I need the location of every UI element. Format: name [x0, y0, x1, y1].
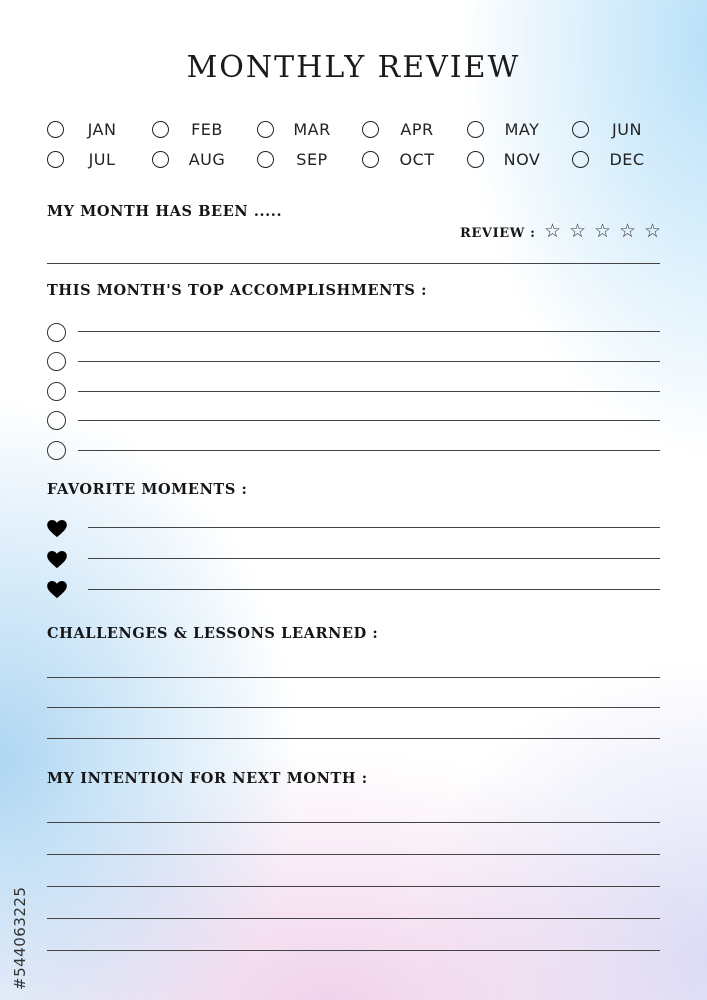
month-option-apr[interactable] [362, 118, 462, 140]
challenges-line[interactable] [47, 677, 660, 678]
month-option-mar[interactable] [257, 118, 357, 140]
month-label: DEC [609, 149, 645, 169]
radio-circle-icon[interactable] [47, 151, 64, 168]
month-label: FEB [191, 119, 223, 139]
month-has-been-heading: MY MONTH HAS BEEN ..... [47, 203, 283, 220]
month-option-jun[interactable] [572, 118, 672, 140]
radio-circle-icon[interactable] [257, 121, 274, 138]
intention-line[interactable] [47, 918, 660, 919]
month-label: AUG [188, 149, 226, 169]
month-label: APR [400, 119, 434, 139]
accomplishment-line[interactable] [78, 361, 660, 362]
month-option-dec[interactable] [572, 148, 672, 170]
radio-circle-icon[interactable] [152, 121, 169, 138]
checkbox-circle-icon[interactable] [47, 441, 66, 460]
month-option-may[interactable] [467, 118, 567, 140]
intention-line[interactable] [47, 950, 660, 951]
month-label: MAR [293, 119, 331, 139]
heart-icon [47, 551, 67, 569]
review-stars[interactable] [540, 222, 665, 241]
radio-circle-icon[interactable] [572, 121, 589, 138]
page-title: MONTHLY REVIEW [186, 50, 521, 85]
radio-circle-icon[interactable] [467, 121, 484, 138]
month-label: SEP [296, 149, 328, 169]
accomplishment-line[interactable] [78, 391, 660, 392]
favorite-moments-heading: FAVORITE MOMENTS : [47, 481, 248, 498]
checkbox-circle-icon[interactable] [47, 411, 66, 430]
month-option-oct[interactable] [362, 148, 462, 170]
challenges-heading: CHALLENGES & LESSONS LEARNED : [47, 625, 379, 642]
star-icon[interactable]: ☆ [568, 220, 587, 242]
month-option-jul[interactable] [47, 148, 147, 170]
month-label: JUL [88, 149, 116, 169]
checkbox-circle-icon[interactable] [47, 352, 66, 371]
favorite-moment-line[interactable] [88, 589, 660, 590]
intention-heading: MY INTENTION FOR NEXT MONTH : [47, 770, 368, 787]
intention-line[interactable] [47, 854, 660, 855]
month-label: OCT [399, 149, 435, 169]
accomplishment-line[interactable] [78, 331, 660, 332]
month-option-jan[interactable] [47, 118, 147, 140]
month-option-nov[interactable] [467, 148, 567, 170]
challenges-line[interactable] [47, 707, 660, 708]
star-icon[interactable]: ☆ [618, 220, 637, 242]
radio-circle-icon[interactable] [362, 121, 379, 138]
stock-id-watermark: #544063225 [11, 886, 29, 990]
month-label: JAN [87, 119, 117, 139]
heart-icon [47, 581, 67, 599]
favorite-moment-line[interactable] [88, 527, 660, 528]
radio-circle-icon[interactable] [257, 151, 274, 168]
month-has-been-line[interactable] [47, 263, 660, 264]
intention-line[interactable] [47, 886, 660, 887]
star-icon[interactable]: ☆ [593, 220, 612, 242]
month-option-sep[interactable] [257, 148, 357, 170]
challenges-line[interactable] [47, 738, 660, 739]
radio-circle-icon[interactable] [467, 151, 484, 168]
review-label: REVIEW : [460, 226, 536, 241]
month-option-aug[interactable] [152, 148, 252, 170]
accomplishment-line[interactable] [78, 420, 660, 421]
star-icon[interactable]: ☆ [543, 220, 562, 242]
month-option-feb[interactable] [152, 118, 252, 140]
accomplishment-line[interactable] [78, 450, 660, 451]
accomplishments-heading: THIS MONTH'S TOP ACCOMPLISHMENTS : [47, 282, 428, 299]
month-label: NOV [503, 149, 541, 169]
radio-circle-icon[interactable] [47, 121, 64, 138]
intention-line[interactable] [47, 822, 660, 823]
radio-circle-icon[interactable] [362, 151, 379, 168]
radio-circle-icon[interactable] [572, 151, 589, 168]
month-label: JUN [612, 119, 642, 139]
favorite-moment-line[interactable] [88, 558, 660, 559]
heart-icon [47, 520, 67, 538]
radio-circle-icon[interactable] [152, 151, 169, 168]
checkbox-circle-icon[interactable] [47, 323, 66, 342]
checkbox-circle-icon[interactable] [47, 382, 66, 401]
month-label: MAY [504, 119, 540, 139]
star-icon[interactable]: ☆ [643, 220, 662, 242]
